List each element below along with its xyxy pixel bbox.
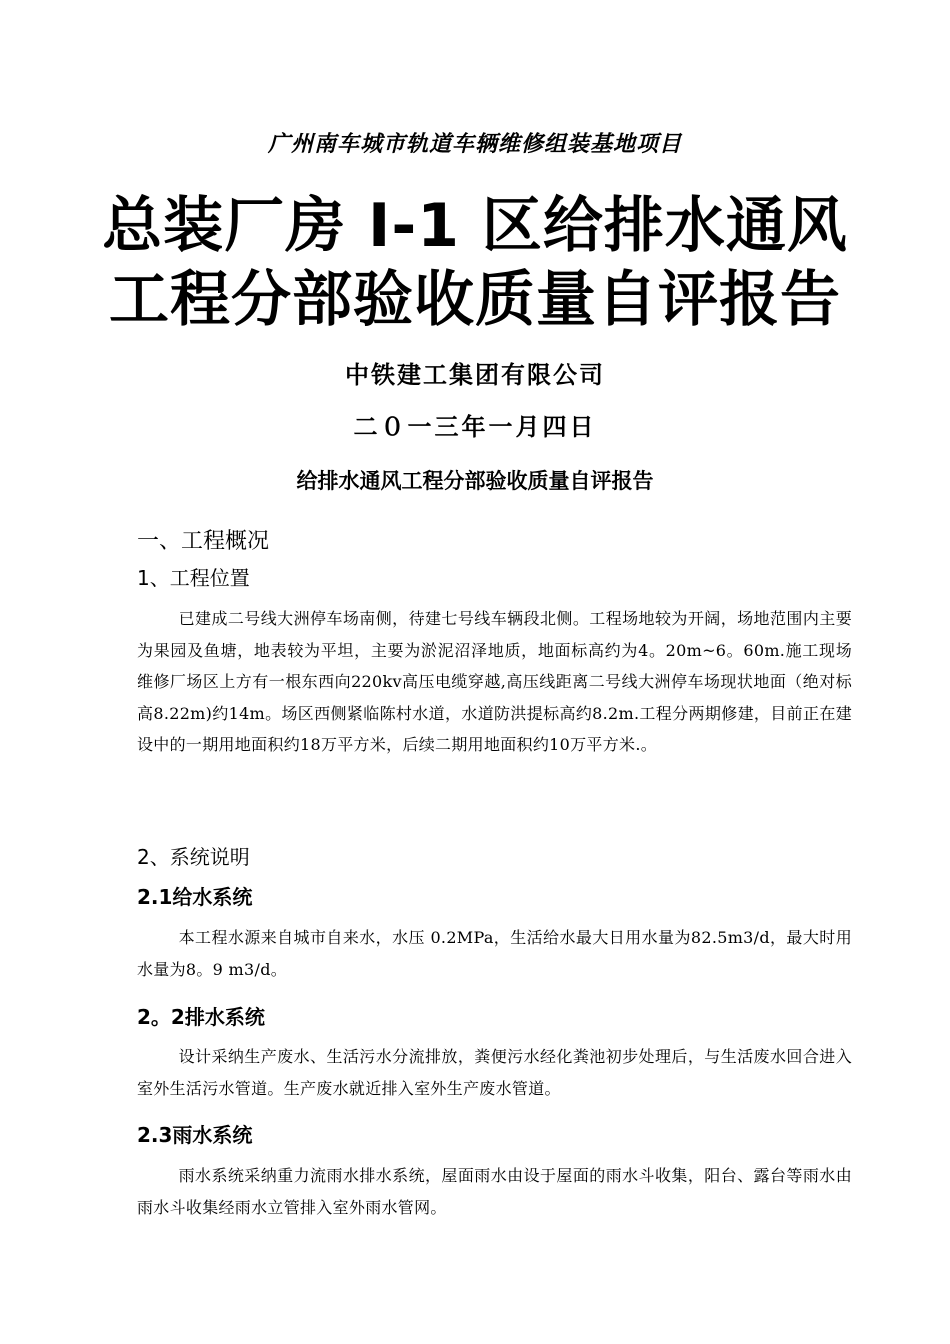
section-heading-location: 1、工程位置	[137, 566, 250, 590]
paragraph-location: 已建成二号线大洲停车场南侧，待建七号线车辆段北侧。工程场地较为开阔，场地范围内主要为果园及鱼塘，地表较为平坦，主要为淤泥沼泽地质，地面标高约为4。20m~6。60m.施工现场维修厂场区上方有一根东西向220kv高压电缆穿越,高压线距离二号线大洲停车场现状地面（绝对标高8.22m)约14m。场区西侧紧临陈村水道，水道防洪提标高约8.2m.工程分两期修建，目前正在建设中的一期用地面积约18万平方米，后续二期用地面积约10万平方米.。	[137, 609, 852, 754]
main-title-line-2: 工程分部验收质量自评报告	[109, 265, 841, 335]
main-title-line-1: 总装厂房 I-1 区给排水通风	[102, 191, 848, 261]
section-heading-water-supply: 2.1给水系统	[137, 885, 253, 909]
section-heading-overview: 一、工程概况	[137, 529, 270, 554]
paragraph-rainwater: 雨水系统采纳重力流雨水排水系统，屋面雨水由设于屋面的雨水斗收集，阳台、露台等雨水由雨水斗收集经雨水立管排入室外雨水管网。	[137, 1166, 852, 1217]
report-title: 给排水通风工程分部验收质量自评报告	[296, 469, 654, 493]
company-name: 中铁建工集团有限公司	[345, 360, 605, 389]
section-heading-system: 2、系统说明	[137, 845, 250, 869]
report-date: 二０一三年一月四日	[353, 412, 597, 441]
section-heading-rainwater: 2.3雨水系统	[137, 1123, 253, 1147]
project-name: 广州南车城市轨道车辆维修组装基地项目	[267, 131, 682, 157]
paragraph-drainage: 设计采纳生产废水、生活污水分流排放，粪便污水经化粪池初步处理后，与生活废水回合进入室外生活污水管道。生产废水就近排入室外生产废水管道。	[137, 1047, 852, 1098]
section-heading-drainage: 2。2排水系统	[137, 1005, 265, 1029]
paragraph-water-supply: 本工程水源来自城市自来水，水压 0.2MPa，生活给水最大日用水量为82.5m3/d，最大时用水量为8。9 m3/d。	[137, 928, 852, 979]
